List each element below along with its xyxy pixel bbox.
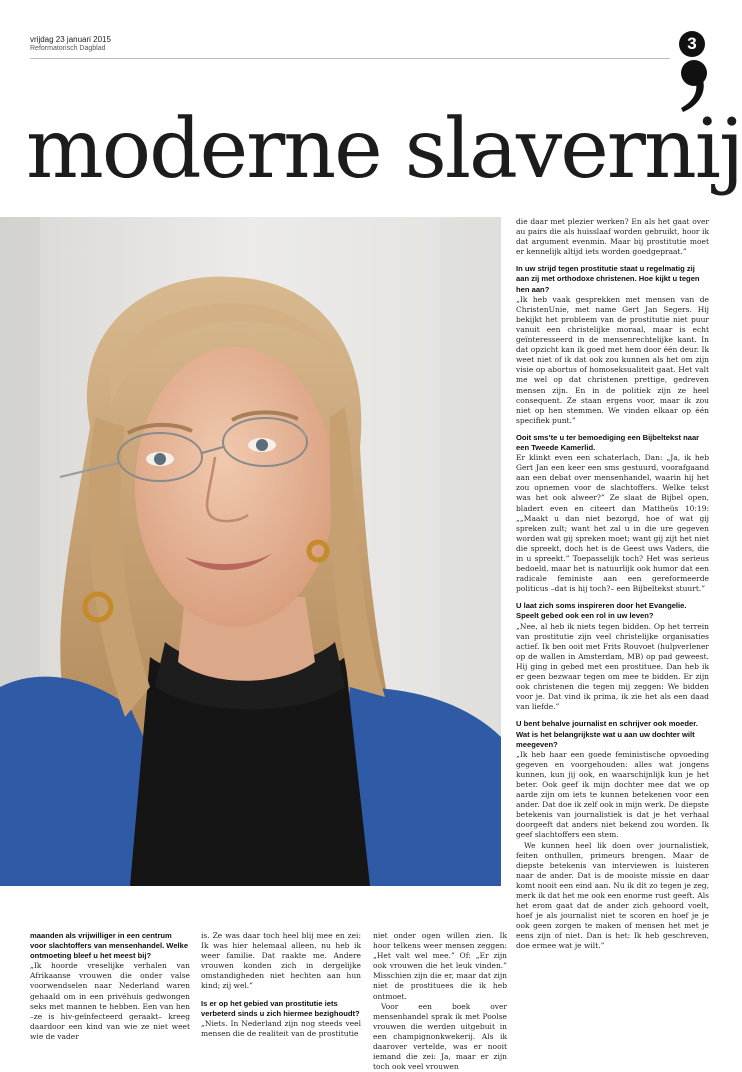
header-paper-name: Reformatorisch Dagblad	[30, 45, 106, 52]
body-paragraph: „Niets. In Nederland zijn nog steeds veel mensen die de realiteit van de prostitutie	[201, 1018, 361, 1038]
body-paragraph: Er klinkt even een schaterlach, Dan: „Ja, ik heb Gert Jan een keer een sms gestuurd, voorafgaand aan een debat over mensenhandel, waarin hij het zou opnemen voor de slachtoffers. Welke tekst was het ook alweer?” Ze slaat de Bijbel open, bladert even en citeert dan Mattheüs 10:19: „„Maakt u dan niet bezorgd, hoe of wat gij spreken zult; want het zal u in die ure gegeven worden wat gij spreken moet; want gij zijt het niet die spreekt, doch het is de Geest uws Vaders, die in u spreekt.” Toepasselijk toch? Het was serieus bedoeld, maar het is natuurlijk ook humor dat een radicale feministe aan een gereformeerde politicus –dat is hij toch?– een Bijbeltekst stuurt.”	[516, 453, 709, 594]
interview-question: U laat zich soms inspireren door het Evangelie. Speelt gebed ook een rol in uw leven?	[516, 601, 687, 621]
body-paragraph: We kunnen heel lik doen over journalistiek, feiten onthullen, primeurs brengen. Maar de diepste betekenis van interviewen is luisteren naar de ander. Dat is de mooiste missie en daar komt nooit een eind aan. Nu ik dit zo tegen je zeg, merk ik dat het me ook een enorme rust geeft. Als het erom gaat dat de ander zich gehoord voelt, hoef je als journalist niet te scoren en hoef je je ook geen zorgen te maken of mensen het met je eens zijn of niet. Dan is het: Ik heb geschreven, doe ermee wat je wilt.”	[516, 840, 709, 951]
header-rule	[30, 58, 670, 59]
interview-question: U bent behalve journalist en schrijver ook moeder. Wat is het belangrijkste wat u aan uw dochter wilt meegeven?	[516, 719, 698, 749]
body-paragraph: „Ik hoorde vreselijke verhalen van Afrikaanse vrouwen die onder valse voorwendselen naar Nederland waren gehaald om in een privéhuis gedwongen seks met mannen te hebben. Een van hen –ze is hiv-geïnfecteerd geraakt– kreeg daardoor een kind van wie ze niet weet wie de vader	[30, 961, 190, 1041]
interview-question: maanden als vrijwilliger in een centrum voor slachtoffers van mensenhandel. Welke ontmoeting bleef u het meest bij?	[30, 931, 189, 961]
body-paragraph: die daar met plezier werken? En als het gaat over au pairs die als huisslaaf worden gebruikt, hoor ik dat argument evenmin. Maar bij prostitutie moet er kennelijk altijd iets worden goedgepraat.”	[516, 217, 709, 257]
article-column-right	[516, 217, 709, 1057]
body-paragraph: is. Ze was daar toch heel blij mee en zei: Ik was hier helemaal alleen, nu heb ik weer familie. Dat raakte me. Andere vrouwen konden zich in dergelijke omstandigheden niet hechten aan hun kind; zij wel.”	[201, 931, 361, 991]
interview-question: In uw strijd tegen prostitutie staat u regelmatig zij aan zij met orthodoxe christenen. Hoe kijkt u tegen hen aan?	[516, 264, 700, 294]
headline: moderne slavernij	[26, 102, 742, 197]
interview-question: Ooit sms’te u ter bemoediging een Bijbeltekst naar een Tweede Kamerlid.	[516, 432, 700, 452]
portrait-photo	[0, 217, 501, 886]
header-date: vrijdag 23 januari 2015	[30, 35, 111, 44]
portrait-illustration	[0, 217, 501, 886]
body-paragraph: niet onder ogen willen zien. Ik hoor telkens weer mensen zeggen: „Het valt wel mee.” Of: „Er zijn ook vrouwen die het leuk vinden.” Misschien zijn die er, maar dat zijn niet de prostituees die ik heb ontmoet.	[373, 931, 507, 1001]
body-paragraph: Voor een boek over mensenhandel sprak ik met Poolse vrouwen die werden uitgebuit in een champignonkwekerij. Als ik daarover vertelde, was er nooit iemand die zei: Ja, maar er zijn toch ook veel vrouwen	[373, 1001, 507, 1072]
article-column-bottom-3	[373, 931, 507, 1072]
body-paragraph: „Ik heb haar een goede feministische opvoeding gegeven en voorgehouden: alles wat jongens kunnen, kun jij ook, en waarschijnlijk kun je het beter. Ook geef ik mijn dochter mee dat we op aarde zijn om iets te kunnen betekenen voor een ander. Dat doe ik zelf ook in mijn werk. De diepste betekenis van journalistiek is dat je het verhaal doorgeeft dat anders niet bekend zou worden. Ik geef slachtoffers een stem.	[516, 749, 709, 840]
article-column-bottom-1	[30, 931, 190, 1056]
body-paragraph: „Ik heb vaak gesprekken met mensen van de ChristenUnie, met name Gert Jan Segers. Hij bekijkt het probleem van de prostitutie niet puur vanuit een christelijke moraal, maar is echt geïnteresseerd in de mensenrechtelijke kant. In dat opzicht kan ik goed met hem door één deur. Ik weet niet of ik dat ook zou kunnen als het om zijn visie op abortus of homoseksualiteit gaat. Het valt me wel op dat christenen prettige, gedreven mensen zijn. En in de politiek zijn ze heel consequent. Ze staan ergens voor, maar ik zou niet op hen stemmen. We vinden elkaar op één specifiek punt.”	[516, 294, 709, 425]
body-paragraph: „Nee, al heb ik niets tegen bidden. Op het terrein van prostitutie zijn veel christelijke organisaties actief. Ik ben ooit met Frits Rouvoet (hulpverlener op de wallen in Amsterdam, MB) op pad geweest. Hij ging in gebed met een prostituee. Dan heb ik er geen bezwaar tegen om mee te bidden. Er zijn ook christenen die tegen mij zeggen: We bidden voor je. Dat vind ik prima, ik zie het als een daad van liefde.”	[516, 621, 709, 712]
interview-question: Is er op het gebied van prostitutie iets verbeterd sinds u zich hiermee bezighoudt?	[201, 998, 360, 1018]
page-number-badge: 3	[679, 31, 705, 57]
article-column-bottom-2	[201, 931, 361, 1056]
